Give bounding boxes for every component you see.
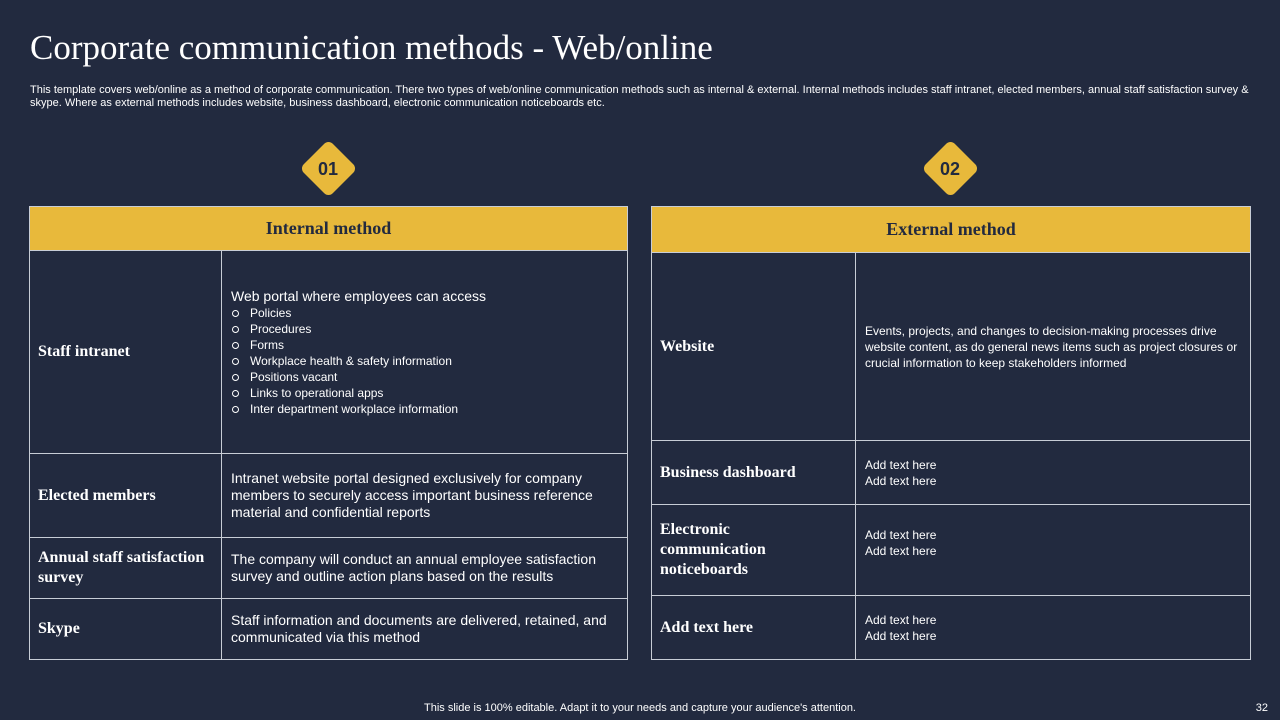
bullet-item: Forms xyxy=(231,337,486,353)
row-label-noticeboards: Electronic communication noticeboards xyxy=(660,521,766,578)
row-desc-annual-survey: The company will conduct an annual employee satisfaction survey and outline action plans based on the results xyxy=(231,551,596,584)
bullet-item: Inter department workplace information xyxy=(231,401,486,417)
row-label-website: Website xyxy=(660,337,715,355)
external-method-header: External method xyxy=(652,207,1250,252)
staff-intranet-bullet-list xyxy=(231,305,486,417)
row-label-elected-members: Elected members xyxy=(38,486,156,504)
placeholder-text-block xyxy=(865,612,936,644)
row-label-business-dashboard: Business dashboard xyxy=(660,463,796,481)
row-label-add-text: Add text here xyxy=(660,618,754,636)
bullet-item: Workplace health & safety information xyxy=(231,353,486,369)
row-desc-add-text xyxy=(856,596,1250,659)
staff-intranet-content xyxy=(231,287,486,417)
bullet-item: Links to operational apps xyxy=(231,385,486,401)
placeholder-line: Add text here xyxy=(865,473,937,488)
row-desc-noticeboards xyxy=(856,505,1250,595)
page-number: 32 xyxy=(1255,702,1268,714)
row-desc-website: Events, projects, and changes to decision-making processes drive website content, as do general news items such as project closures or crucial information to keep stakeholders informed xyxy=(865,323,1238,370)
internal-method-header: Internal method xyxy=(30,207,627,250)
bullet-item: Policies xyxy=(231,305,486,321)
row-desc-staff-intranet xyxy=(222,251,627,453)
internal-method-table xyxy=(29,206,628,660)
bullet-item: Procedures xyxy=(231,321,486,337)
row-desc-skype: Staff information and documents are delivered, retained, and communicated via this method xyxy=(231,612,607,645)
placeholder-line: Add text here xyxy=(865,457,937,472)
placeholder-line: Add text here xyxy=(865,628,937,643)
row-label-staff-intranet: Staff intranet xyxy=(38,343,130,360)
staff-intranet-intro: Web portal where employees can access xyxy=(231,288,486,304)
placeholder-line: Add text here xyxy=(865,612,937,627)
placeholder-line: Add text here xyxy=(865,544,937,558)
row-label-skype: Skype xyxy=(38,620,80,637)
page-title: Corporate communication methods - Web/online xyxy=(30,28,713,67)
badge-02-label: 02 xyxy=(939,159,961,179)
row-desc-elected-members: Intranet website portal designed exclusively for company members to securely access important business reference material and confidential reports xyxy=(231,470,593,520)
placeholder-text-block xyxy=(865,527,936,559)
external-method-table xyxy=(651,206,1251,660)
badge-01-label: 01 xyxy=(317,159,339,179)
bullet-item: Positions vacant xyxy=(231,369,486,385)
placeholder-line: Add text here xyxy=(865,528,937,542)
footer-note: This slide is 100% editable. Adapt it to your needs and capture your audience's attention. xyxy=(424,702,856,714)
row-desc-business-dashboard xyxy=(856,441,1250,504)
row-label-annual-survey: Annual staff satisfaction survey xyxy=(38,549,205,586)
placeholder-text-block xyxy=(865,457,936,489)
page-subtitle: This template covers web/online as a method of corporate communication. There two types of web/online communication methods such as internal & external. Internal methods includes staff intranet, elected members, annual staff satisfaction survey & skype. Where as external methods includes website, business dashboard, electronic communication noticeboards etc. xyxy=(30,84,1249,109)
